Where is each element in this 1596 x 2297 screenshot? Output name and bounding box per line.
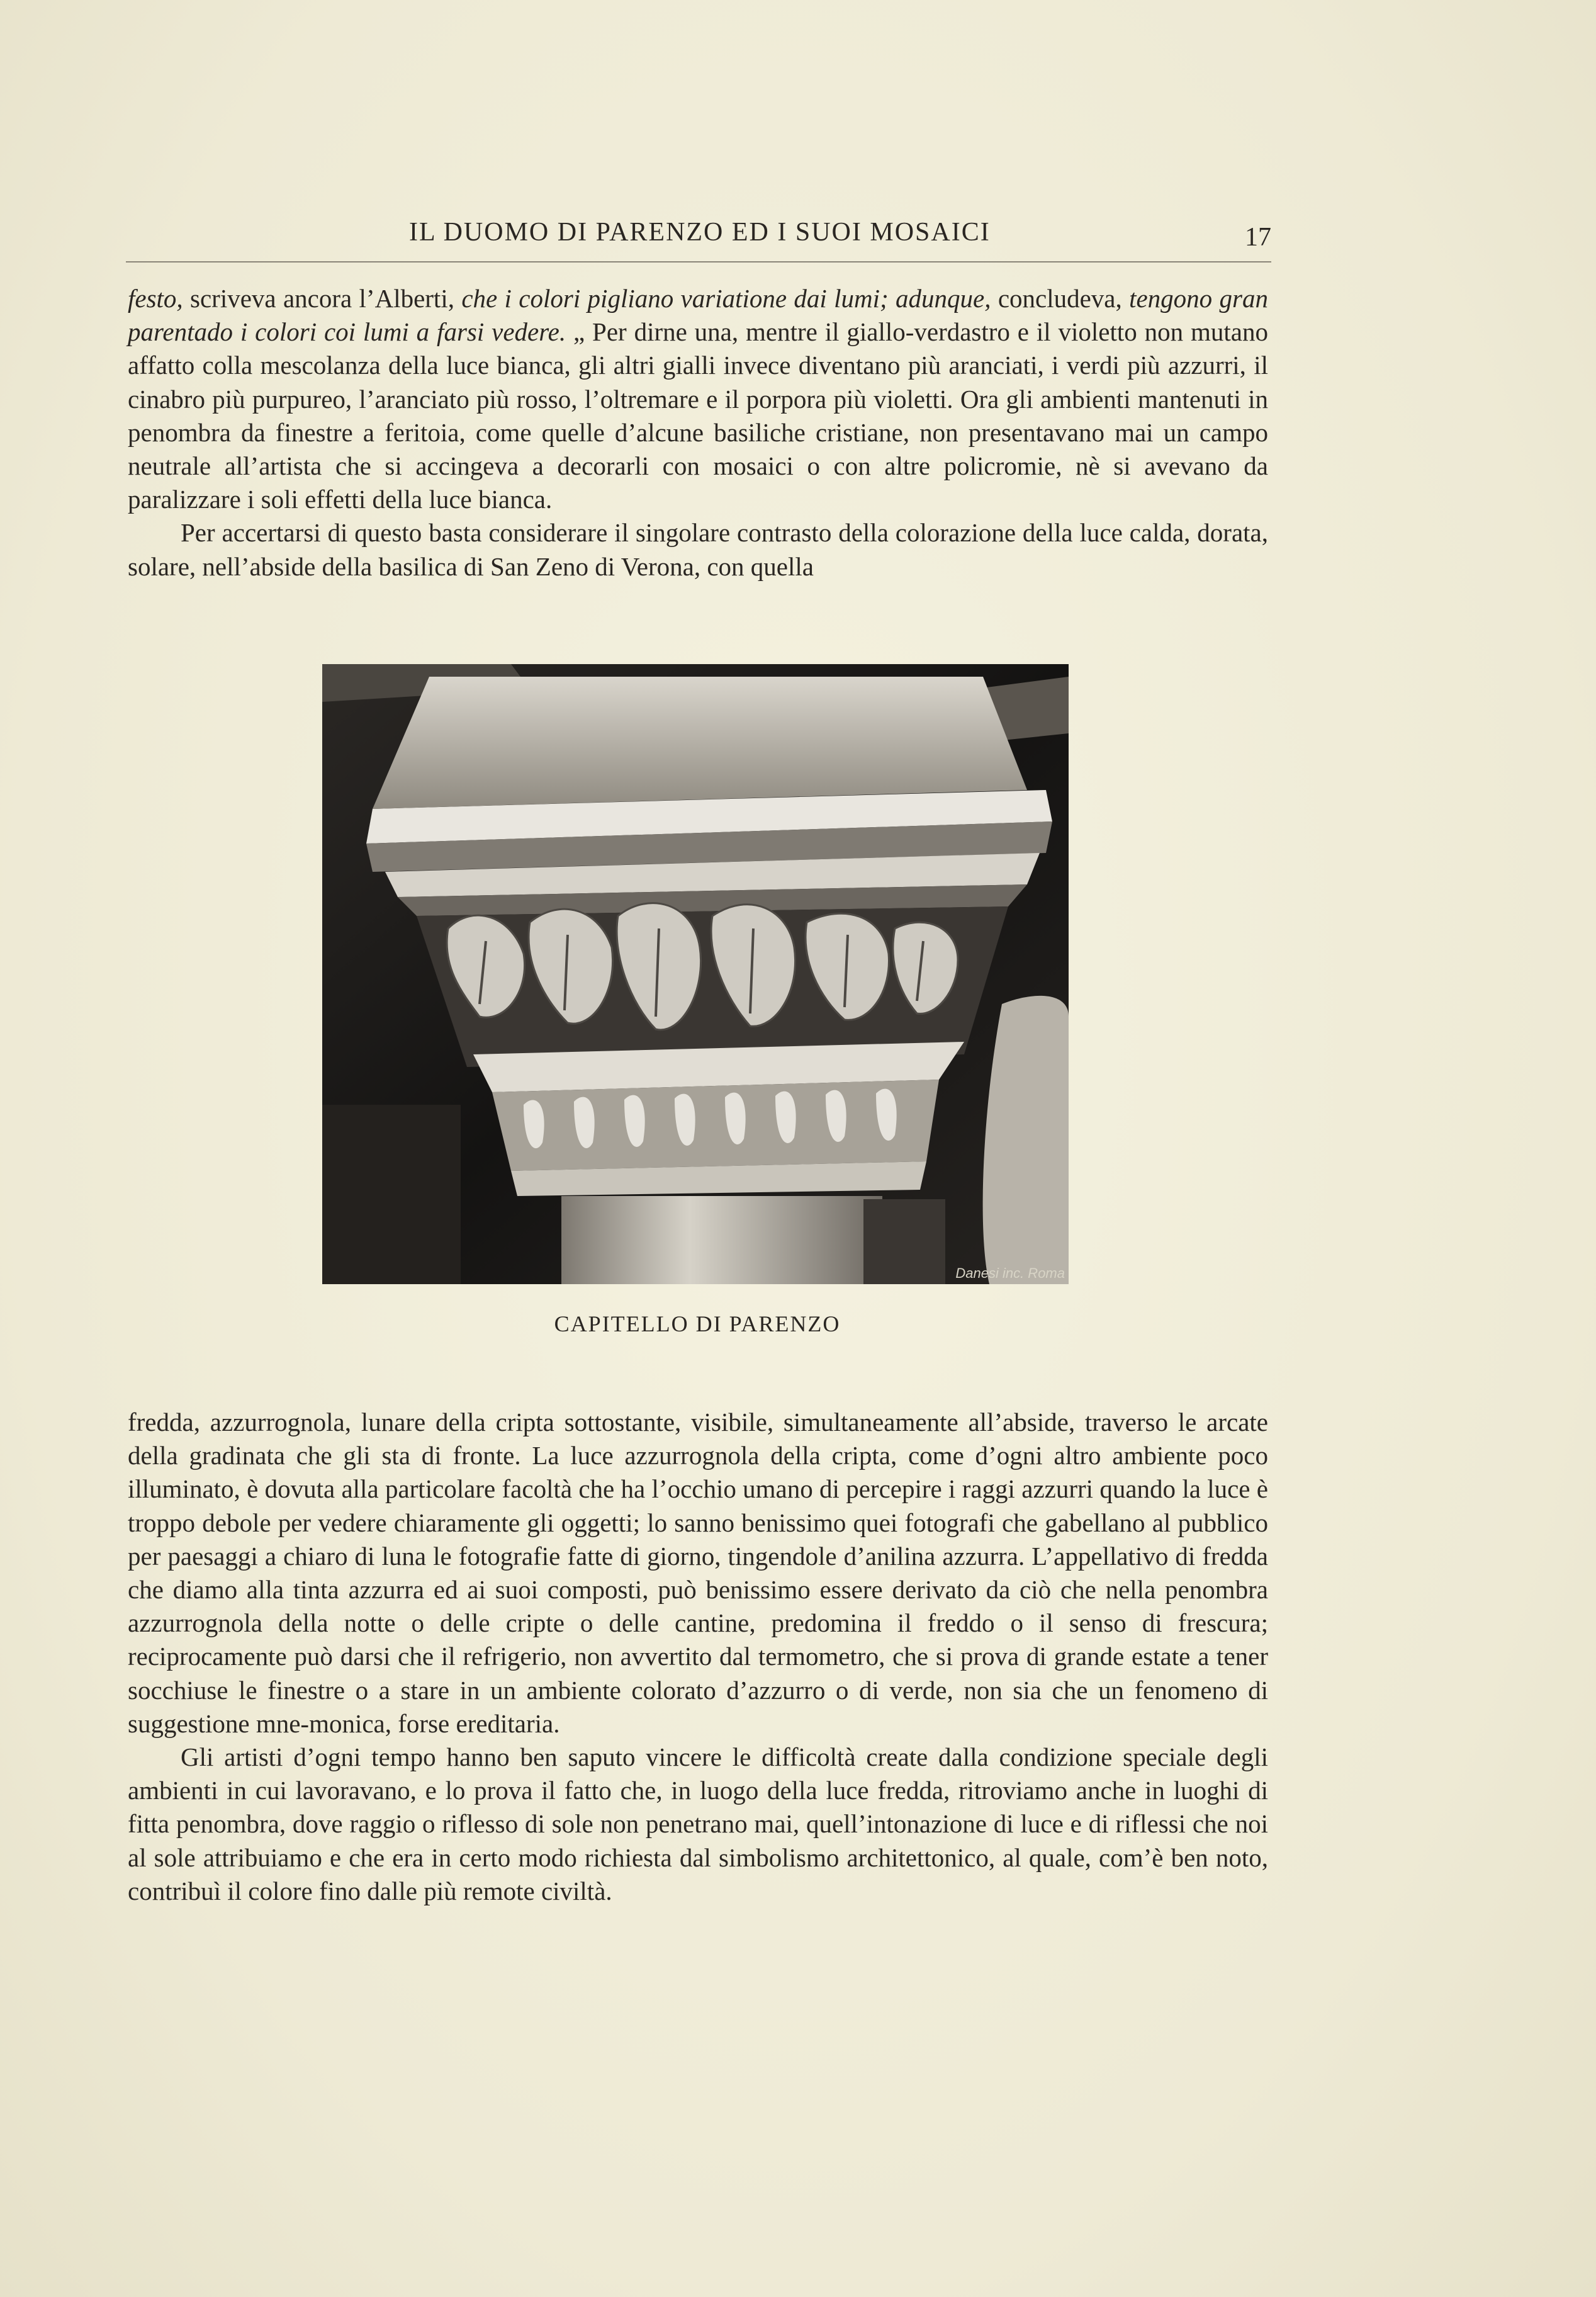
text-run: festo, (128, 284, 183, 313)
paragraph-4: Gli artisti d’ogni tempo hanno ben saputo vincere le difficoltà create dalla condizione speciale degli ambienti in cui lavoravano, e lo prova il fatto che, in luogo della luce fredda, ritroviamo anche in luoghi di fitta penombra, dove raggio o riflesso di sole non penetrano mai, quell’intonazione di luce e di riflessi che noi al sole attribuiamo e che era in certo modo richiesta dal simbolismo architettonico, al quale, com’è ben noto, contribuì il colore fino dalle più remote civiltà. (128, 1742, 1268, 1905)
paragraph-3: fredda, azzurrognola, lunare della cripta sottostante, visibile, simultaneamente all’abside, traverso le arcate della gradinata che gli sta di fronte. La luce azzurrognola della cripta, come d’ogni altro ambiente poco illuminato, è dovuta alla particolare facoltà che ha l’occhio umano di percepire i raggi azzurri quando la luce è troppo debole per vedere chiaramente gli oggetti; lo sanno benissimo quei fotografi che gabellano al pubblico per paesaggi a chiaro di luna le fotografie fatte di giorno, tingendole d’anilina azzurra. L’appellativo di fredda che diamo alla tinta azzurra ed ai suoi composti, può benissimo essere derivato da ciò che nella penombra azzurrognola della notte o delle cripte o delle cantine, predomina il freddo o il senso di frescura; reciprocamente può darsi che il refrigerio, non avvertito dal termometro, che si prova di grande estate a tener socchiuse le finestre o a stare in un ambiente colorato d’azzurro o di verde, non sia che un fenomeno di suggestione mne-monica, forse ereditaria. (128, 1408, 1268, 1738)
capital-photograph (322, 664, 1069, 1284)
running-title: IL DUOMO DI PARENZO ED I SUOI MOSAICI (409, 218, 991, 247)
text-block-bottom (128, 1406, 1268, 1908)
text-block-top (128, 282, 1268, 584)
text-run: „ Per dirne una, mentre il giallo-verdastro e il violetto non mutano affatto colla mescolanza della luce bianca, gli altri gialli invece diventano più aranciati, i verdi più azzurri, il cinabro più purpureo, l’aranciato più rosso, l’oltremare e il porpora più violetti. Ora gli ambienti mantenuti in penombra da finestre a feritoia, come quelle d’alcune basiliche cristiane, non presentavano mai un campo neutrale all’artista che si accingeva a decorarli con mosaici o con altre policromie, nè si avevano da paralizzare i soli effetti della luce bianca. (128, 317, 1269, 514)
paragraph-2 (128, 516, 1268, 583)
text-run: concludeva, (991, 284, 1130, 313)
caption-text: CAPITELLO DI PARENZO (554, 1311, 841, 1336)
page-number: 17 (1245, 223, 1271, 252)
text-run: scriveva ancora l’Alberti, (183, 284, 462, 313)
text-run: che i colori pigliano variatione dai lumi; adunque, (461, 284, 991, 313)
page-header (126, 217, 1271, 262)
text-run: tengono gran parentado i colori coi lumi a farsi vedere. (128, 284, 1268, 347)
capital-illustration (322, 664, 1069, 1284)
paragraph-1 (128, 282, 1268, 516)
text-run: Per accertarsi di questo basta considerare il singolare contrasto della colorazione della luce calda, dorata, solare, nell’abside della basilica di San Zeno di Verona, con quella (128, 518, 1268, 581)
engraver-signature: Danesi inc. Roma (955, 1265, 1065, 1281)
figure-caption (0, 1311, 1596, 1337)
